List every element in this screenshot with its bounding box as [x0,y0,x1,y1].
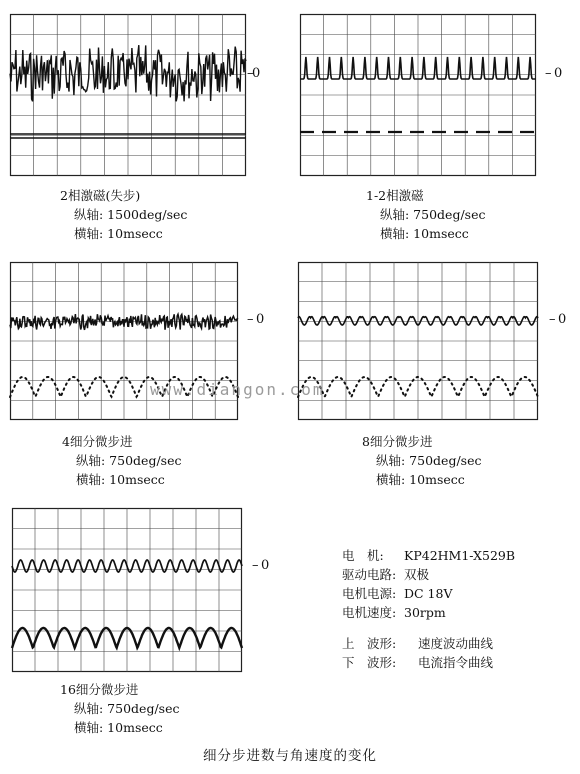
caption-vertical: 纵轴: 750deg/sec [76,453,182,468]
spec-row-motor [342,546,515,565]
caption-title: 8细分微步进 [362,434,433,449]
zero-dash-16-microstep: – [252,558,259,573]
caption-horizontal: 横轴: 10msecc [74,226,163,241]
spec-row-driver [342,565,515,584]
spec-key: 电机速度: [342,605,397,620]
zero-dash-2phase: – [247,66,254,81]
panel-2phase [10,14,246,176]
caption-horizontal: 横轴: 10msecc [74,720,163,735]
zero-marker-2phase: 0 [252,66,261,81]
zero-marker-1-2phase: 0 [554,66,563,81]
spec-value: 双极 [404,567,430,582]
spec-key: 驱动电路: [342,567,397,582]
legend-row-upper [342,634,515,653]
motor-specs [342,546,515,672]
caption-16-microstep [60,680,179,737]
zero-marker-4-microstep: 0 [256,312,265,327]
caption-horizontal: 横轴: 10msecc [376,472,465,487]
caption-8-microstep [362,432,481,489]
panel-16-microstep [12,508,242,672]
oscilloscope-plot-8-microstep [298,262,538,420]
legend-key: 上 波形: [342,636,397,651]
spec-key: 电机电源: [342,586,397,601]
caption-horizontal: 横轴: 10msecc [380,226,469,241]
spec-row-speed [342,603,515,622]
legend-key: 下 波形: [342,655,397,670]
legend-row-lower [342,653,515,672]
caption-horizontal: 横轴: 10msecc [76,472,165,487]
watermark-url: www.diangon.com [150,380,325,399]
legend-value: 电流指令曲线 [418,655,494,670]
spec-value: DC 18V [404,586,453,601]
zero-marker-16-microstep: 0 [261,558,270,573]
oscilloscope-plot-1-2phase [300,14,536,176]
oscilloscope-plot-2phase [10,14,246,176]
caption-vertical: 纵轴: 750deg/sec [74,701,180,716]
caption-vertical: 纵轴: 750deg/sec [380,207,486,222]
spec-value: 30rpm [404,605,446,620]
panel-1-2phase [300,14,536,176]
panel-8-microstep [298,262,538,420]
caption-title: 4细分微步进 [62,434,133,449]
spec-row-power [342,584,515,603]
caption-title: 16细分微步进 [60,682,139,697]
zero-marker-8-microstep: 0 [558,312,567,327]
caption-title: 1-2相激磁 [366,188,424,203]
caption-4-microstep [62,432,181,489]
oscilloscope-plot-16-microstep [12,508,242,672]
caption-vertical: 纵轴: 1500deg/sec [74,207,188,222]
caption-2phase [60,186,187,243]
zero-dash-1-2phase: – [545,66,552,81]
zero-dash-4-microstep: – [247,312,254,327]
spec-value: KP42HM1-X529B [404,548,516,563]
caption-vertical: 纵轴: 750deg/sec [376,453,482,468]
figure-title: 细分步进数与角速度的变化 [203,748,377,764]
caption-1-2phase [366,186,485,243]
spec-key: 电 机: [342,548,384,563]
zero-dash-8-microstep: – [549,312,556,327]
legend-value: 速度波动曲线 [418,636,494,651]
caption-title: 2相激磁(失步) [60,188,141,203]
